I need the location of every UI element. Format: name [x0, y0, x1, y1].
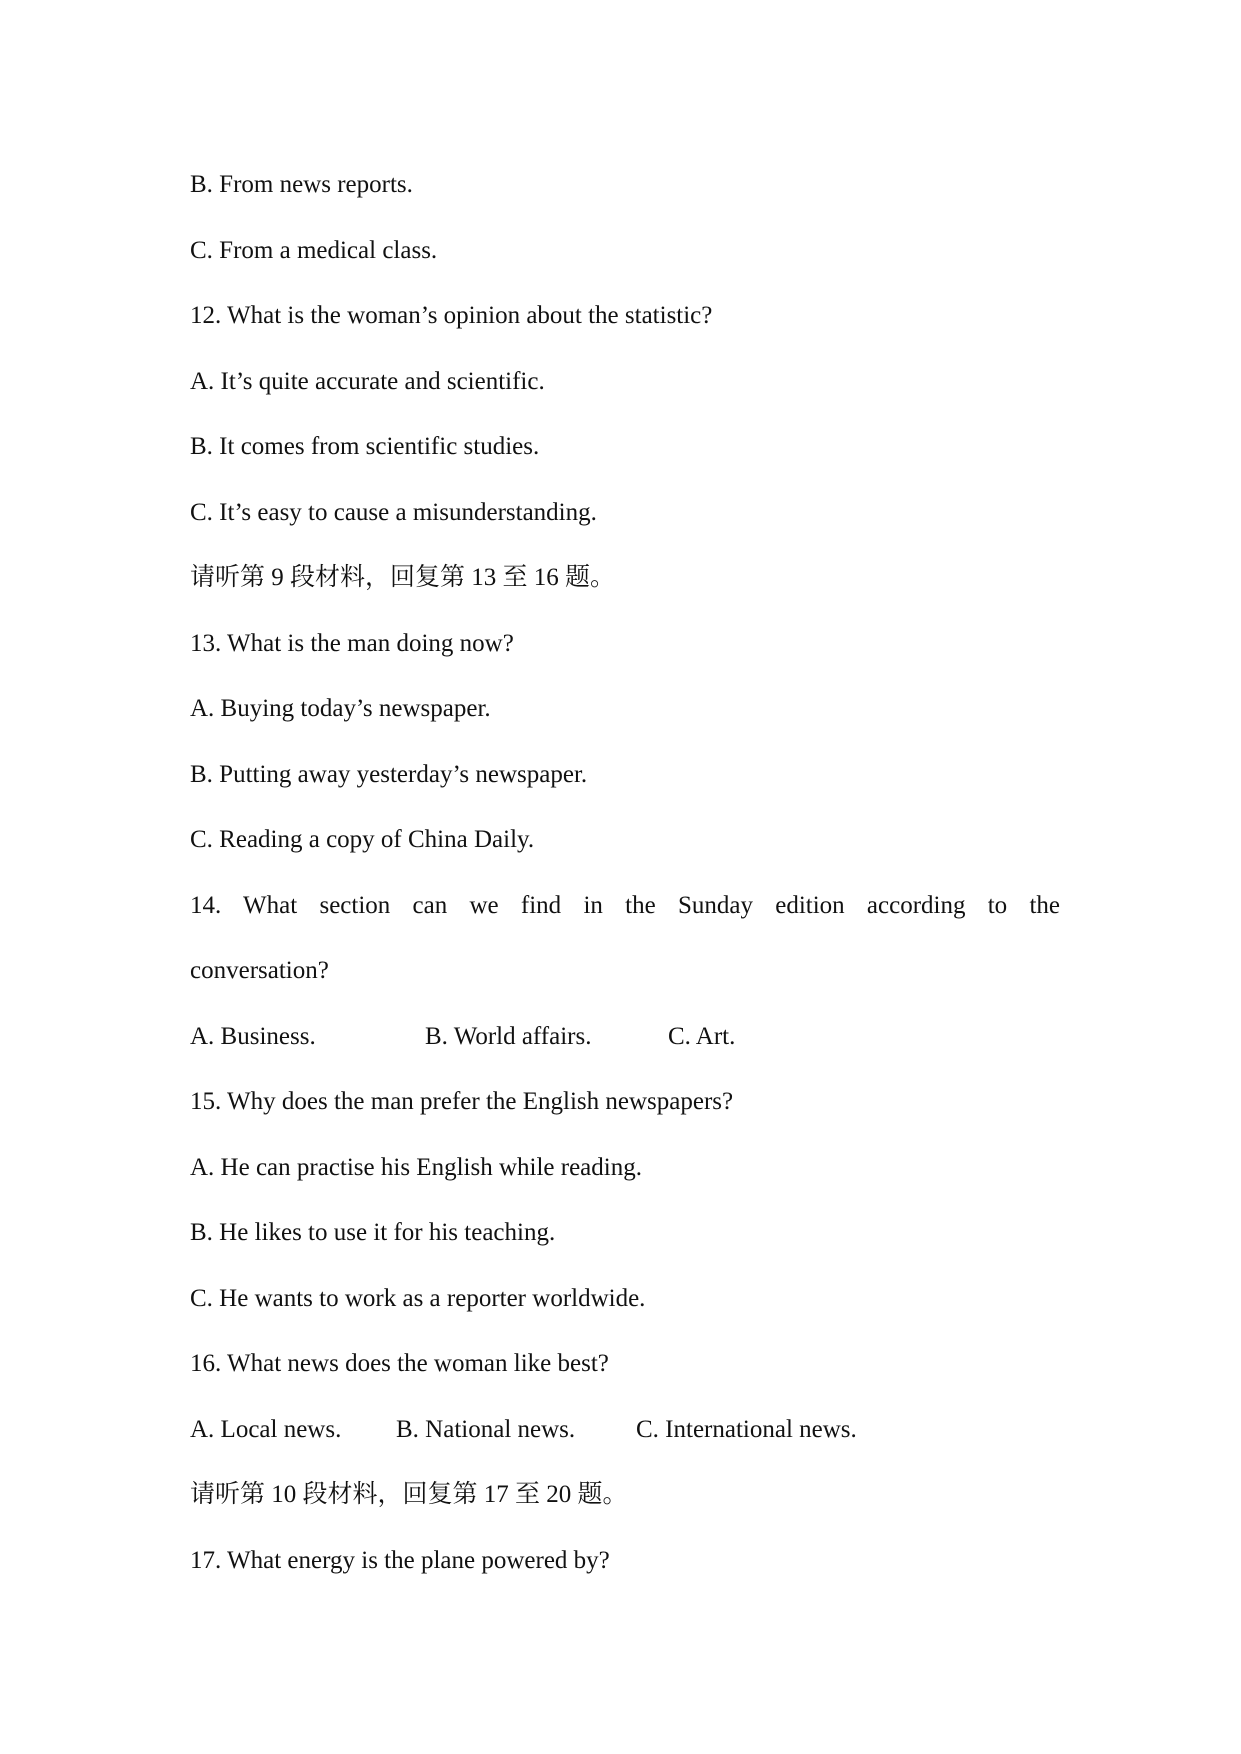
option-14c: C. Art. — [668, 1022, 736, 1050]
section-instruction-9: 请听第 9 段材料，回复第 13 至 16 题。 — [190, 564, 616, 591]
document-page — [190, 168, 1060, 1609]
option-11b: B. From news reports. — [190, 171, 413, 198]
option-13c: C. Reading a copy of China Daily. — [190, 826, 535, 853]
option-14a: A. Business. — [190, 1022, 316, 1050]
section-instruction-10: 请听第 10 段材料，回复第 17 至 20 题。 — [190, 1481, 628, 1508]
option-12b: B. It comes from scientific studies. — [190, 433, 540, 460]
option-13b: B. Putting away yesterday’s newspaper. — [190, 760, 588, 788]
options-16 — [190, 1413, 1060, 1479]
option-12c: C. It’s easy to cause a misunderstanding. — [190, 498, 597, 526]
option-13a: A. Buying today’s newspaper. — [190, 695, 491, 722]
option-14b: B. World affairs. — [425, 1022, 592, 1050]
question-17: 17. What energy is the plane powered by? — [190, 1546, 610, 1574]
option-16a: A. Local news. — [190, 1415, 342, 1443]
question-16: 16. What news does the woman like best? — [190, 1350, 609, 1377]
question-14: 14. What section can we find in the Sunday edition according to the — [190, 891, 1060, 919]
option-11c: C. From a medical class. — [190, 236, 438, 264]
question-15: 15. Why does the man prefer the English newspapers? — [190, 1088, 734, 1115]
option-16b: B. National news. — [396, 1415, 576, 1443]
question-13: 13. What is the man doing now? — [190, 629, 514, 657]
question-14-cont: conversation? — [190, 957, 329, 984]
option-15a: A. He can practise his English while reading. — [190, 1153, 642, 1181]
option-15b: B. He likes to use it for his teaching. — [190, 1219, 556, 1246]
option-16c: C. International news. — [636, 1415, 857, 1443]
option-12a: A. It’s quite accurate and scientific. — [190, 367, 545, 395]
option-15c: C. He wants to work as a reporter worldwide. — [190, 1284, 646, 1312]
question-12: 12. What is the woman’s opinion about the statistic? — [190, 302, 713, 329]
options-14 — [190, 1020, 1060, 1086]
